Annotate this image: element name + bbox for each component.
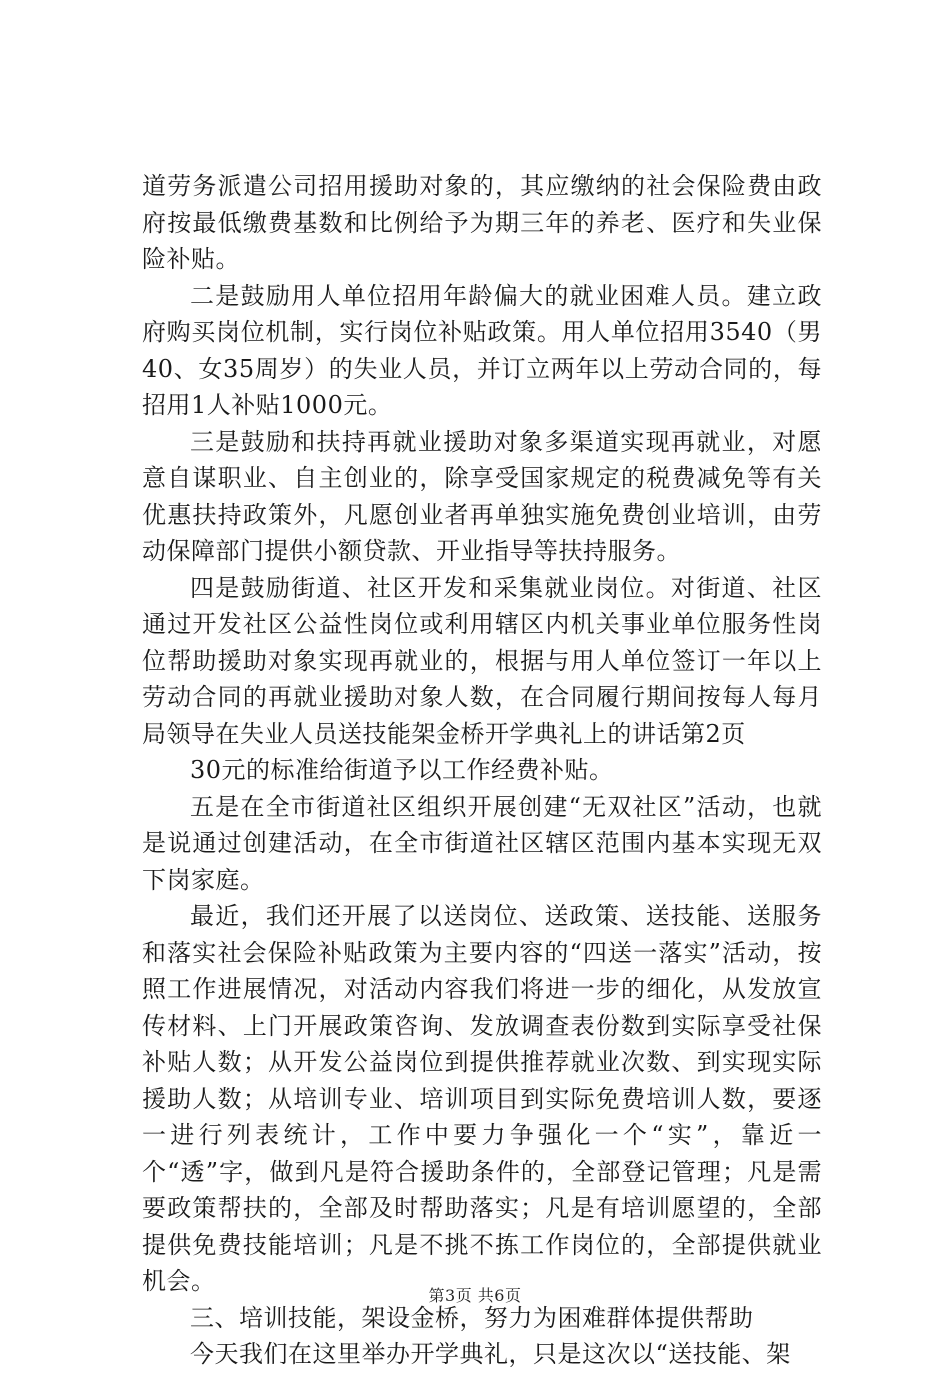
paragraph-6: 五是在全市街道社区组织开展创建“无双社区”活动，也就是说通过创建活动，在全市街道社区辖区范围内基本实现无双下岗家庭。 [142,792,822,894]
paragraph-3: 三是鼓励和扶持再就业援助对象多渠道实现再就业，对愿意自谋职业、自主创业的，除享受国家规定的税费减免等有关优惠扶持政策外，凡愿创业者再单独实施免费创业培训，由劳动保障部门提供小额贷款、开业指导等扶持服务。 [142,427,822,565]
paragraph-1: 道劳务派遣公司招用援助对象的，其应缴纳的社会保险费由政府按最低缴费基数和比例给予为期三年的养老、医疗和失业保险补贴。 [142,172,822,273]
paragraph-5: 30元的标准给街道予以工作经费补贴。 [190,756,614,784]
paragraph-8: 今天我们在这里举办开学典礼，只是这次以“送技能、架 [190,1340,791,1368]
paragraph-4: 四是鼓励街道、社区开发和采集就业岗位。对街道、社区通过开发社区公益性岗位或利用辖区内机关事业单位服务性岗位帮助援助对象实现再就业的，根据与用人单位签订一年以上劳动合同的再就业援助对象人数，在合同履行期间按每人每月局领导在失业人员送技能架金桥开学典礼上的讲话第2页 [142,573,822,748]
paragraph-2: 二是鼓励用人单位招用年龄偏大的就业困难人员。建立政府购买岗位机制，实行岗位补贴政策。用人单位招用3540（男40、女35周岁）的失业人员，并订立两年以上劳动合同的，每招用1人补贴1000元。 [142,281,822,419]
document-body [142,168,822,1373]
section-heading: 三、培训技能，架设金桥，努力为困难群体提供帮助 [190,1303,754,1332]
paragraph-7: 最近，我们还开展了以送岗位、送政策、送技能、送服务和落实社会保险补贴政策为主要内容的“四送一落实”活动，按照工作进展情况，对活动内容我们将进一步的细化，从发放宣传材料、上门开展政策咨询、发放调查表份数到实际享受社保补贴人数；从开发公益岗位到提供推荐就业次数、到实现实际援助人数；从培训专业、培训项目到实际免费培训人数，要逐一进行列表统计，工作中要力争强化一个“实”，靠近一个“透”字，做到凡是符合援助条件的，全部登记管理；凡是需要政策帮扶的，全部及时帮助落实；凡是有培训愿望的，全部提供免费技能培训；凡是不挑不拣工作岗位的，全部提供就业机会。 [142,902,822,1295]
page-footer: 第3页 共6页 [428,1286,522,1305]
